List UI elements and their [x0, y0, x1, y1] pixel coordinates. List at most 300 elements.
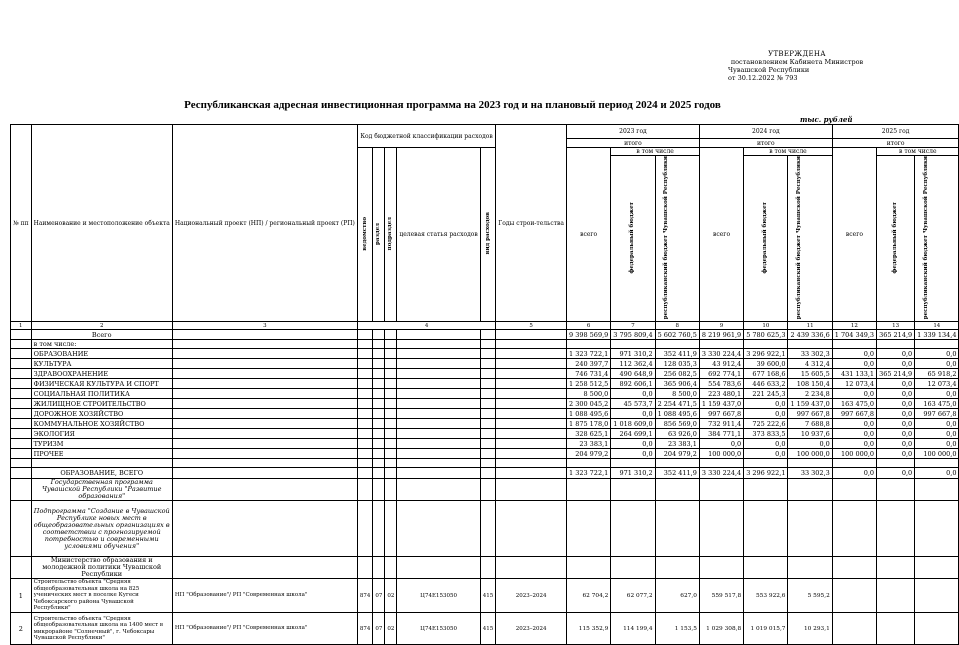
value-cell: 328 625,1	[567, 429, 611, 439]
empty-cell	[567, 557, 611, 579]
value-cell: 10 937,6	[788, 429, 832, 439]
row-no	[11, 389, 32, 399]
empty-cell	[832, 340, 876, 349]
object-target: Ц74Е153050	[397, 579, 480, 613]
empty-cell	[480, 340, 496, 349]
empty-cell	[373, 409, 385, 419]
empty-cell	[915, 557, 959, 579]
empty-cell	[373, 359, 385, 369]
value-cell: 0,0	[915, 349, 959, 359]
value-cell: 0,0	[832, 359, 876, 369]
row-name: ФИЗИЧЕСКАЯ КУЛЬТУРА И СПОРТ	[31, 379, 172, 389]
value-cell: 8 500,0	[567, 389, 611, 399]
sector-row	[11, 439, 959, 449]
value-cell: 3 330 224,4	[699, 468, 743, 479]
empty-cell	[832, 557, 876, 579]
object-row	[11, 579, 959, 613]
empty-cell	[496, 389, 567, 399]
value-cell: 0,0	[877, 449, 915, 459]
empty-cell	[385, 369, 397, 379]
empty-cell	[480, 468, 496, 479]
value-cell: 446 633,2	[744, 379, 788, 389]
value-cell: 0,0	[788, 439, 832, 449]
sector-row	[11, 409, 959, 419]
empty-cell	[496, 379, 567, 389]
empty-cell	[832, 501, 876, 557]
value-cell: 221 245,3	[744, 389, 788, 399]
empty-cell	[480, 449, 496, 459]
value-cell: 63 926,0	[655, 429, 699, 439]
object-name: Строительство объекта "Средняя общеобразовательная школа на 825 ученических мест в поселке Кугеси Чебоксарского района Чувашской Республики"	[31, 579, 172, 613]
empty-cell	[357, 330, 373, 340]
header-vsego-2024: всего	[699, 148, 743, 322]
value-cell: 725 222,6	[744, 419, 788, 429]
value-cell: 997 667,8	[915, 409, 959, 419]
header-vtom-2023: в том числе	[611, 148, 700, 156]
value-cell: 2 300 045,2	[567, 399, 611, 409]
empty-cell	[915, 340, 959, 349]
empty-cell	[744, 479, 788, 501]
empty-cell	[357, 479, 373, 501]
empty-cell	[172, 340, 357, 349]
empty-cell	[496, 369, 567, 379]
value-cell: 1 019 015,7	[744, 613, 788, 645]
value-cell: 365 214,9	[877, 369, 915, 379]
empty-cell	[788, 501, 832, 557]
row-name: ЭКОЛОГИЯ	[31, 429, 172, 439]
value-cell: 1 258 512,5	[567, 379, 611, 389]
empty-cell	[567, 459, 611, 468]
empty-cell	[877, 479, 915, 501]
empty-cell	[397, 557, 480, 579]
value-cell: 0,0	[915, 439, 959, 449]
incl-label: в том числе:	[31, 340, 172, 349]
empty-cell	[31, 459, 172, 468]
empty-cell	[385, 399, 397, 409]
empty-cell	[385, 359, 397, 369]
empty-cell	[357, 399, 373, 409]
value-cell: 1 323 722,1	[567, 349, 611, 359]
empty-cell	[385, 429, 397, 439]
empty-cell	[385, 389, 397, 399]
value-cell: 892 606,1	[611, 379, 655, 389]
value-cell: 0,0	[915, 419, 959, 429]
empty-cell	[915, 501, 959, 557]
value-cell: 23 383,1	[655, 439, 699, 449]
empty-cell	[357, 369, 373, 379]
page-title: Республиканская адресная инвестиционная программа на 2023 год и на плановый период 2024 и 2025 годов	[184, 99, 721, 111]
row-no	[11, 429, 32, 439]
value-cell: 0,0	[744, 399, 788, 409]
value-cell: 5 602 760,5	[655, 330, 699, 340]
header-itogo-2023: итого	[567, 139, 700, 148]
empty-cell	[397, 369, 480, 379]
row-no	[11, 399, 32, 409]
empty-cell	[397, 330, 480, 340]
value-cell: 971 310,2	[611, 468, 655, 479]
empty-cell	[655, 557, 699, 579]
value-cell: 163 475,0	[832, 399, 876, 409]
value-cell: 0,0	[744, 409, 788, 419]
object-row	[11, 613, 959, 645]
empty-cell	[480, 369, 496, 379]
row-no	[11, 409, 32, 419]
empty-cell	[373, 330, 385, 340]
object-podrazdel: 02	[385, 579, 397, 613]
empty-cell	[385, 501, 397, 557]
index-cell: 2	[31, 322, 172, 330]
empty-cell	[172, 479, 357, 501]
empty-cell	[655, 479, 699, 501]
row-no	[11, 379, 32, 389]
value-cell: 240 397,7	[567, 359, 611, 369]
empty-cell	[788, 479, 832, 501]
value-cell: 0,0	[832, 389, 876, 399]
empty-cell	[172, 501, 357, 557]
empty-cell	[397, 479, 480, 501]
row-no	[11, 557, 32, 579]
sector-row	[11, 399, 959, 409]
value-cell: 4 312,4	[788, 359, 832, 369]
empty-cell	[11, 459, 32, 468]
empty-cell	[744, 340, 788, 349]
index-cell: 4	[357, 322, 495, 330]
value-cell: 856 569,0	[655, 419, 699, 429]
header-project: Национальный проект (НП) / региональный проект (РП)	[172, 125, 357, 322]
value-cell: 997 667,8	[788, 409, 832, 419]
value-cell: 100 000,0	[788, 449, 832, 459]
empty-cell	[357, 449, 373, 459]
value-cell: 15 605,5	[788, 369, 832, 379]
empty-cell	[877, 340, 915, 349]
header-vedomstvo: ведомство	[361, 216, 368, 251]
value-cell: 1 159 437,0	[788, 399, 832, 409]
header-vid: вид расходов	[484, 212, 491, 255]
value-cell: 114 199,4	[611, 613, 655, 645]
gov-program-row	[11, 479, 959, 501]
header-republic-2023: республиканский бюджет Чувашской Республики	[663, 156, 670, 320]
value-cell: 163 475,0	[915, 399, 959, 409]
empty-cell	[172, 369, 357, 379]
row-no	[11, 479, 32, 501]
header-no: № пп	[11, 125, 32, 322]
empty-cell	[357, 409, 373, 419]
empty-cell	[357, 349, 373, 359]
empty-cell	[699, 479, 743, 501]
empty-cell	[832, 459, 876, 468]
edu-total-row	[11, 468, 959, 479]
value-cell: 12 073,4	[832, 379, 876, 389]
value-cell: 0,0	[611, 439, 655, 449]
value-cell: 65 918,2	[915, 369, 959, 379]
row-name: Государственная программа Чувашской Республики "Развитие образования"	[31, 479, 172, 501]
header-republic-2024: республиканский бюджет Чувашской Республики	[796, 156, 803, 320]
value-cell: 9 398 569,9	[567, 330, 611, 340]
empty-cell	[373, 468, 385, 479]
approval-line3: Чувашской Республики	[728, 66, 810, 74]
spacer-row	[11, 459, 959, 468]
empty-cell	[496, 330, 567, 340]
value-cell	[915, 579, 959, 613]
empty-cell	[496, 409, 567, 419]
empty-cell	[373, 399, 385, 409]
empty-cell	[611, 501, 655, 557]
value-cell: 0,0	[832, 468, 876, 479]
empty-cell	[172, 449, 357, 459]
sector-row	[11, 349, 959, 359]
empty-cell	[699, 501, 743, 557]
program-table	[10, 124, 959, 645]
value-cell: 0,0	[877, 399, 915, 409]
value-cell: 997 667,8	[832, 409, 876, 419]
header-federal-2024: федеральный бюджет	[762, 201, 769, 274]
approval-line4: от 30.12.2022 № 793	[728, 74, 798, 82]
value-cell: 0,0	[832, 429, 876, 439]
empty-cell	[496, 349, 567, 359]
value-cell: 1 875 178,0	[567, 419, 611, 429]
row-name: Подпрограмма "Создание в Чувашской Республике новых мест в общеобразовательных организациях в соответствии с прогнозируемой потребностью и современными условиями обучения"	[31, 501, 172, 557]
empty-cell	[480, 389, 496, 399]
empty-cell	[385, 419, 397, 429]
index-cell: 11	[788, 322, 832, 330]
empty-cell	[373, 501, 385, 557]
object-no: 2	[11, 613, 32, 645]
empty-cell	[357, 419, 373, 429]
empty-cell	[357, 359, 373, 369]
value-cell: 0,0	[877, 439, 915, 449]
value-cell: 352 411,9	[655, 468, 699, 479]
units-label: тыс. рублей	[800, 115, 853, 124]
value-cell: 3 795 809,4	[611, 330, 655, 340]
empty-cell	[373, 340, 385, 349]
value-cell: 554 783,6	[699, 379, 743, 389]
row-name: ТУРИЗМ	[31, 439, 172, 449]
empty-cell	[397, 409, 480, 419]
object-podrazdel: 02	[385, 613, 397, 645]
object-razdel: 07	[373, 613, 385, 645]
empty-cell	[496, 459, 567, 468]
header-years: Годы строи-тельства	[496, 125, 567, 322]
value-cell: 365 214,9	[877, 330, 915, 340]
value-cell: 0,0	[877, 359, 915, 369]
empty-cell	[172, 557, 357, 579]
value-cell: 7 688,8	[788, 419, 832, 429]
header-budget-code: Код бюджетной классификации расходов	[357, 125, 495, 148]
row-no	[11, 419, 32, 429]
index-cell: 6	[567, 322, 611, 330]
empty-cell	[397, 340, 480, 349]
empty-cell	[385, 330, 397, 340]
empty-cell	[357, 340, 373, 349]
empty-cell	[877, 501, 915, 557]
empty-cell	[496, 449, 567, 459]
value-cell: 1 018 609,0	[611, 419, 655, 429]
total-row	[11, 330, 959, 340]
empty-cell	[385, 409, 397, 419]
value-cell: 10 293,1	[788, 613, 832, 645]
empty-cell	[611, 479, 655, 501]
empty-cell	[385, 340, 397, 349]
sector-row	[11, 379, 959, 389]
index-cell: 8	[655, 322, 699, 330]
value-cell: 431 133,1	[832, 369, 876, 379]
empty-cell	[480, 479, 496, 501]
value-cell: 1 029 308,8	[699, 613, 743, 645]
subprogram-row	[11, 501, 959, 557]
empty-cell	[373, 419, 385, 429]
value-cell: 223 480,1	[699, 389, 743, 399]
empty-cell	[172, 409, 357, 419]
object-razdel: 07	[373, 579, 385, 613]
empty-cell	[788, 459, 832, 468]
value-cell: 553 922,6	[744, 579, 788, 613]
value-cell: 490 648,9	[611, 369, 655, 379]
value-cell: 0,0	[611, 449, 655, 459]
header-podrazdel: подраздел	[387, 216, 394, 251]
object-years: 2023–2024	[496, 613, 567, 645]
value-cell: 43 912,4	[699, 359, 743, 369]
value-cell: 264 699,1	[611, 429, 655, 439]
value-cell: 365 906,4	[655, 379, 699, 389]
value-cell: 0,0	[611, 409, 655, 419]
value-cell: 2 439 336,6	[788, 330, 832, 340]
value-cell: 0,0	[877, 468, 915, 479]
empty-cell	[496, 340, 567, 349]
empty-cell	[373, 557, 385, 579]
empty-cell	[373, 479, 385, 501]
empty-cell	[172, 379, 357, 389]
empty-cell	[915, 459, 959, 468]
empty-cell	[385, 449, 397, 459]
empty-cell	[611, 557, 655, 579]
empty-cell	[172, 468, 357, 479]
object-no: 1	[11, 579, 32, 613]
sector-row	[11, 419, 959, 429]
empty-cell	[496, 479, 567, 501]
empty-cell	[373, 379, 385, 389]
row-no	[11, 369, 32, 379]
row-name: КОММУНАЛЬНОЕ ХОЗЯЙСТВО	[31, 419, 172, 429]
value-cell: 732 911,4	[699, 419, 743, 429]
empty-cell	[496, 557, 567, 579]
empty-cell	[373, 369, 385, 379]
row-no	[11, 359, 32, 369]
empty-cell	[480, 379, 496, 389]
value-cell	[915, 613, 959, 645]
value-cell: 0,0	[877, 389, 915, 399]
value-cell: 100 000,0	[699, 449, 743, 459]
empty-cell	[877, 459, 915, 468]
row-name: ЗДРАВООХРАНЕНИЕ	[31, 369, 172, 379]
row-name: Министерство образования и молодежной политики Чувашской Республики	[31, 557, 172, 579]
sector-row	[11, 449, 959, 459]
value-cell: 971 310,2	[611, 349, 655, 359]
value-cell: 1 704 349,3	[832, 330, 876, 340]
empty-cell	[480, 359, 496, 369]
value-cell: 115 352,9	[567, 613, 611, 645]
empty-cell	[480, 557, 496, 579]
value-cell: 0,0	[877, 419, 915, 429]
value-cell: 8 500,0	[655, 389, 699, 399]
value-cell: 23 383,1	[567, 439, 611, 449]
empty-cell	[480, 459, 496, 468]
empty-cell	[172, 429, 357, 439]
header-2024: 2024 год	[699, 125, 832, 139]
header-name: Наименование и местоположение объекта	[31, 125, 172, 322]
value-cell: 0,0	[832, 439, 876, 449]
row-no	[11, 349, 32, 359]
row-name: ДОРОЖНОЕ ХОЗЯЙСТВО	[31, 409, 172, 419]
value-cell: 8 219 961,9	[699, 330, 743, 340]
header-2025: 2025 год	[832, 125, 959, 139]
row-name: Всего	[31, 330, 172, 340]
value-cell: 0,0	[915, 468, 959, 479]
value-cell: 100 000,0	[832, 449, 876, 459]
empty-cell	[385, 468, 397, 479]
header-federal-2023: федеральный бюджет	[629, 201, 636, 274]
index-cell: 1	[11, 322, 32, 330]
value-cell: 62 704,2	[567, 579, 611, 613]
empty-cell	[385, 479, 397, 501]
empty-cell	[397, 359, 480, 369]
sector-row	[11, 359, 959, 369]
header-vsego-2025: всего	[832, 148, 876, 322]
empty-cell	[373, 429, 385, 439]
empty-cell	[788, 557, 832, 579]
empty-cell	[655, 459, 699, 468]
empty-cell	[744, 501, 788, 557]
index-cell: 13	[877, 322, 915, 330]
sector-row	[11, 369, 959, 379]
value-cell	[877, 613, 915, 645]
object-years: 2023–2024	[496, 579, 567, 613]
object-vid: 415	[480, 579, 496, 613]
empty-cell	[172, 389, 357, 399]
header-itogo-2025: итого	[832, 139, 959, 148]
approval-line1: УТВЕРЖДЕНА	[768, 50, 826, 58]
empty-cell	[357, 379, 373, 389]
approval-line2: постановлением Кабинета Министров	[730, 58, 864, 66]
index-cell: 9	[699, 322, 743, 330]
row-no	[11, 468, 32, 479]
incl-row	[11, 340, 959, 349]
object-vedomstvo: 874	[357, 613, 373, 645]
empty-cell	[172, 439, 357, 449]
empty-cell	[397, 389, 480, 399]
empty-cell	[699, 340, 743, 349]
empty-cell	[655, 501, 699, 557]
header-vtom-2025: в том числе	[877, 148, 959, 156]
value-cell: 39 600,0	[744, 359, 788, 369]
index-cell: 7	[611, 322, 655, 330]
value-cell: 0,0	[699, 439, 743, 449]
empty-cell	[373, 459, 385, 468]
index-cell: 12	[832, 322, 876, 330]
value-cell: 128 035,3	[655, 359, 699, 369]
row-name: ЖИЛИЩНОЕ СТРОИТЕЛЬСТВО	[31, 399, 172, 409]
value-cell: 0,0	[877, 409, 915, 419]
header-republic-2025: республиканский бюджет Чувашской Республики	[922, 156, 929, 320]
value-cell: 5 780 625,3	[744, 330, 788, 340]
value-cell: 384 771,1	[699, 429, 743, 439]
empty-cell	[373, 389, 385, 399]
empty-cell	[397, 449, 480, 459]
value-cell: 204 979,2	[567, 449, 611, 459]
value-cell: 2 234,8	[788, 389, 832, 399]
value-cell: 997 667,8	[699, 409, 743, 419]
value-cell: 45 573,7	[611, 399, 655, 409]
empty-cell	[357, 468, 373, 479]
